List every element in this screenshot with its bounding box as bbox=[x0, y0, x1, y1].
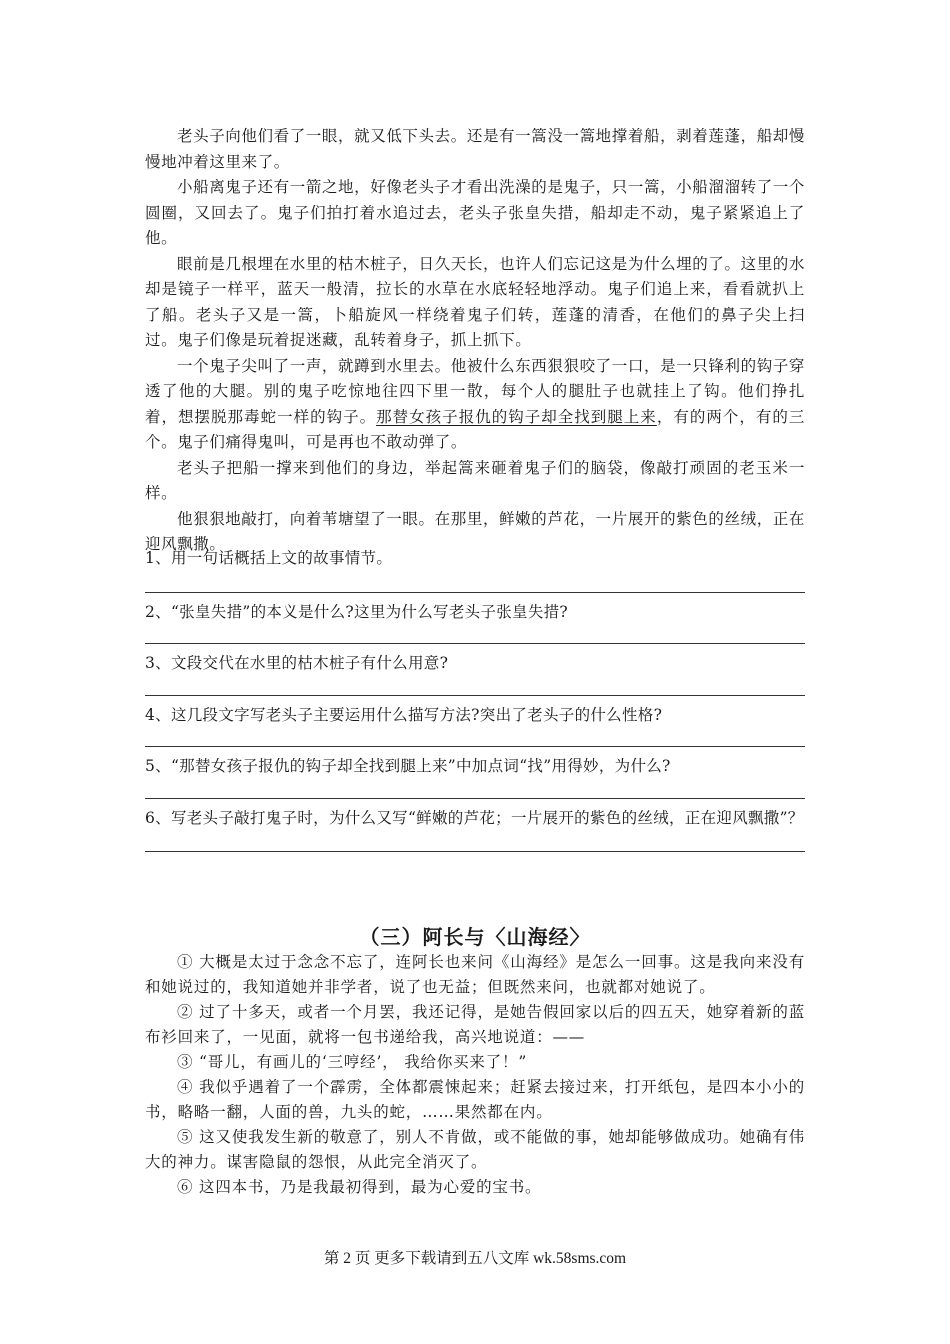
answer-line[interactable] bbox=[145, 831, 805, 852]
question-list bbox=[145, 546, 805, 852]
question-item bbox=[145, 806, 805, 853]
paragraph: 眼前是几根埋在水里的枯木桩子，日久天长，也许人们忘记这是为什么埋的了。这里的水却是镜子一样平，蓝天一般清，拉长的水草在水底轻轻地浮动。鬼子们追上来，看看就扒上了船。老头子又是一篙，卜船旋风一样绕着鬼子们转，莲蓬的清香，在他们的鼻子尖上扫过。鬼子们像是玩着捉迷藏，乱转着身子，抓上抓下。 bbox=[145, 254, 805, 349]
question-text: 4、这几段文字写老头子主要运用什么描写方法?突出了老头子的什么性格? bbox=[145, 705, 663, 724]
answer-line[interactable] bbox=[145, 728, 805, 747]
paragraph-text: ，有的两个，有的三个。鬼子们痛得鬼叫，可是再也不敢动弹了。 bbox=[145, 407, 805, 451]
question-text: 5、“那替女孩子报仇的钩子却全找到腿上来”中加点词“找”用得妙，为什么? bbox=[145, 757, 671, 775]
paragraph: 他狠狠地敲打，向着苇塘望了一眼。在那里，鲜嫩的芦花，一片展开的紫色的丝绒，正在迎风飘撒。 bbox=[145, 509, 805, 553]
paragraph bbox=[145, 354, 805, 456]
paragraph: ② 过了十多天，或者一个月罢，我还记得，是她告假回家以后的四五天，她穿着新的蓝布衫回来了，一见面，就将一包书递给我，高兴地说道：—— bbox=[145, 1003, 805, 1046]
answer-line[interactable] bbox=[145, 572, 805, 593]
paragraph: ④ 我似乎遇着了一个霹雳，全体都震悚起来；赶紧去接过来，打开纸包，是四本小小的书，略略一翻，人面的兽，九头的蛇，……果然都在内。 bbox=[145, 1078, 805, 1121]
page-footer: 第 2 页 更多下载请到五八文库 wk.58sms.com bbox=[323, 1250, 627, 1267]
question-item bbox=[145, 754, 805, 799]
paragraph: 老头子向他们看了一眼，就又低下头去。还是有一篙没一篙地撑着船，剥着莲蓬，船却慢慢地冲着这里来了。 bbox=[145, 127, 805, 171]
question-item bbox=[145, 651, 805, 696]
paragraph: 老头子把船一撑来到他们的身边，举起篙来砸着鬼子们的脑袋，像敲打顽固的老玉米一样。 bbox=[145, 458, 805, 502]
question-text: 1、用一句话概括上文的故事情节。 bbox=[145, 549, 393, 567]
section-title: （三）阿长与〈山海经〉 bbox=[359, 925, 591, 949]
paragraph-text: 一个鬼子尖叫了一声，就蹲到水里去。他被什么东西狠狠咬了一口，是一只锋利的钩子穿透了他的大腿。别的鬼子吃惊地往四下里一散，每个人的腿肚子也就挂上了钩。他们挣扎着，想摆脱那毒蛇一样的钩子。 bbox=[145, 356, 805, 426]
question-item bbox=[145, 600, 805, 645]
paragraph: ① 大概是太过于念念不忘了，连阿长也来问《山海经》是怎么一回事。这是我向来没有和她说过的，我知道她并非学者，说了也无益；但既然来问，也就都对她说了。 bbox=[145, 953, 805, 996]
reading-passage-1 bbox=[145, 124, 805, 558]
question-text: 3、文段交代在水里的枯木桩子有什么用意? bbox=[145, 654, 449, 672]
paragraph: ③ “哥儿，有画儿的‘三哼经’， 我给你买来了！” bbox=[177, 1053, 528, 1071]
question-text: 2、“张皇失措”的本义是什么?这里为什么写老头子张皇失措? bbox=[145, 602, 569, 621]
answer-line[interactable] bbox=[145, 780, 805, 799]
question-item bbox=[145, 703, 805, 748]
answer-line[interactable] bbox=[145, 677, 805, 696]
paragraph: ⑥ 这四本书，乃是我最初得到，最为心爱的宝书。 bbox=[177, 1178, 542, 1196]
question-item bbox=[145, 546, 805, 593]
reading-passage-3 bbox=[145, 950, 805, 1200]
underlined-sentence: 那替女孩子报仇的钩子却全找到腿上来 bbox=[376, 407, 657, 426]
paragraph: ⑤ 这又使我发生新的敬意了，别人不肯做，或不能做的事，她却能够做成功。她确有伟大的神力。谋害隐鼠的怨恨，从此完全消灭了。 bbox=[145, 1128, 805, 1171]
paragraph: 小船离鬼子还有一箭之地，好像老头子才看出洗澡的是鬼子，只一篙，小船溜溜转了一个圆圈，又回去了。鬼子们拍打着水追过去，老头子张皇失措，船却走不动，鬼子紧紧追上了他。 bbox=[145, 178, 805, 247]
answer-line[interactable] bbox=[145, 625, 805, 644]
question-text: 6、写老头子敲打鬼子时，为什么又写“鲜嫩的芦花；一片展开的紫色的丝绒，正在迎风飘撒”？ bbox=[145, 808, 804, 827]
